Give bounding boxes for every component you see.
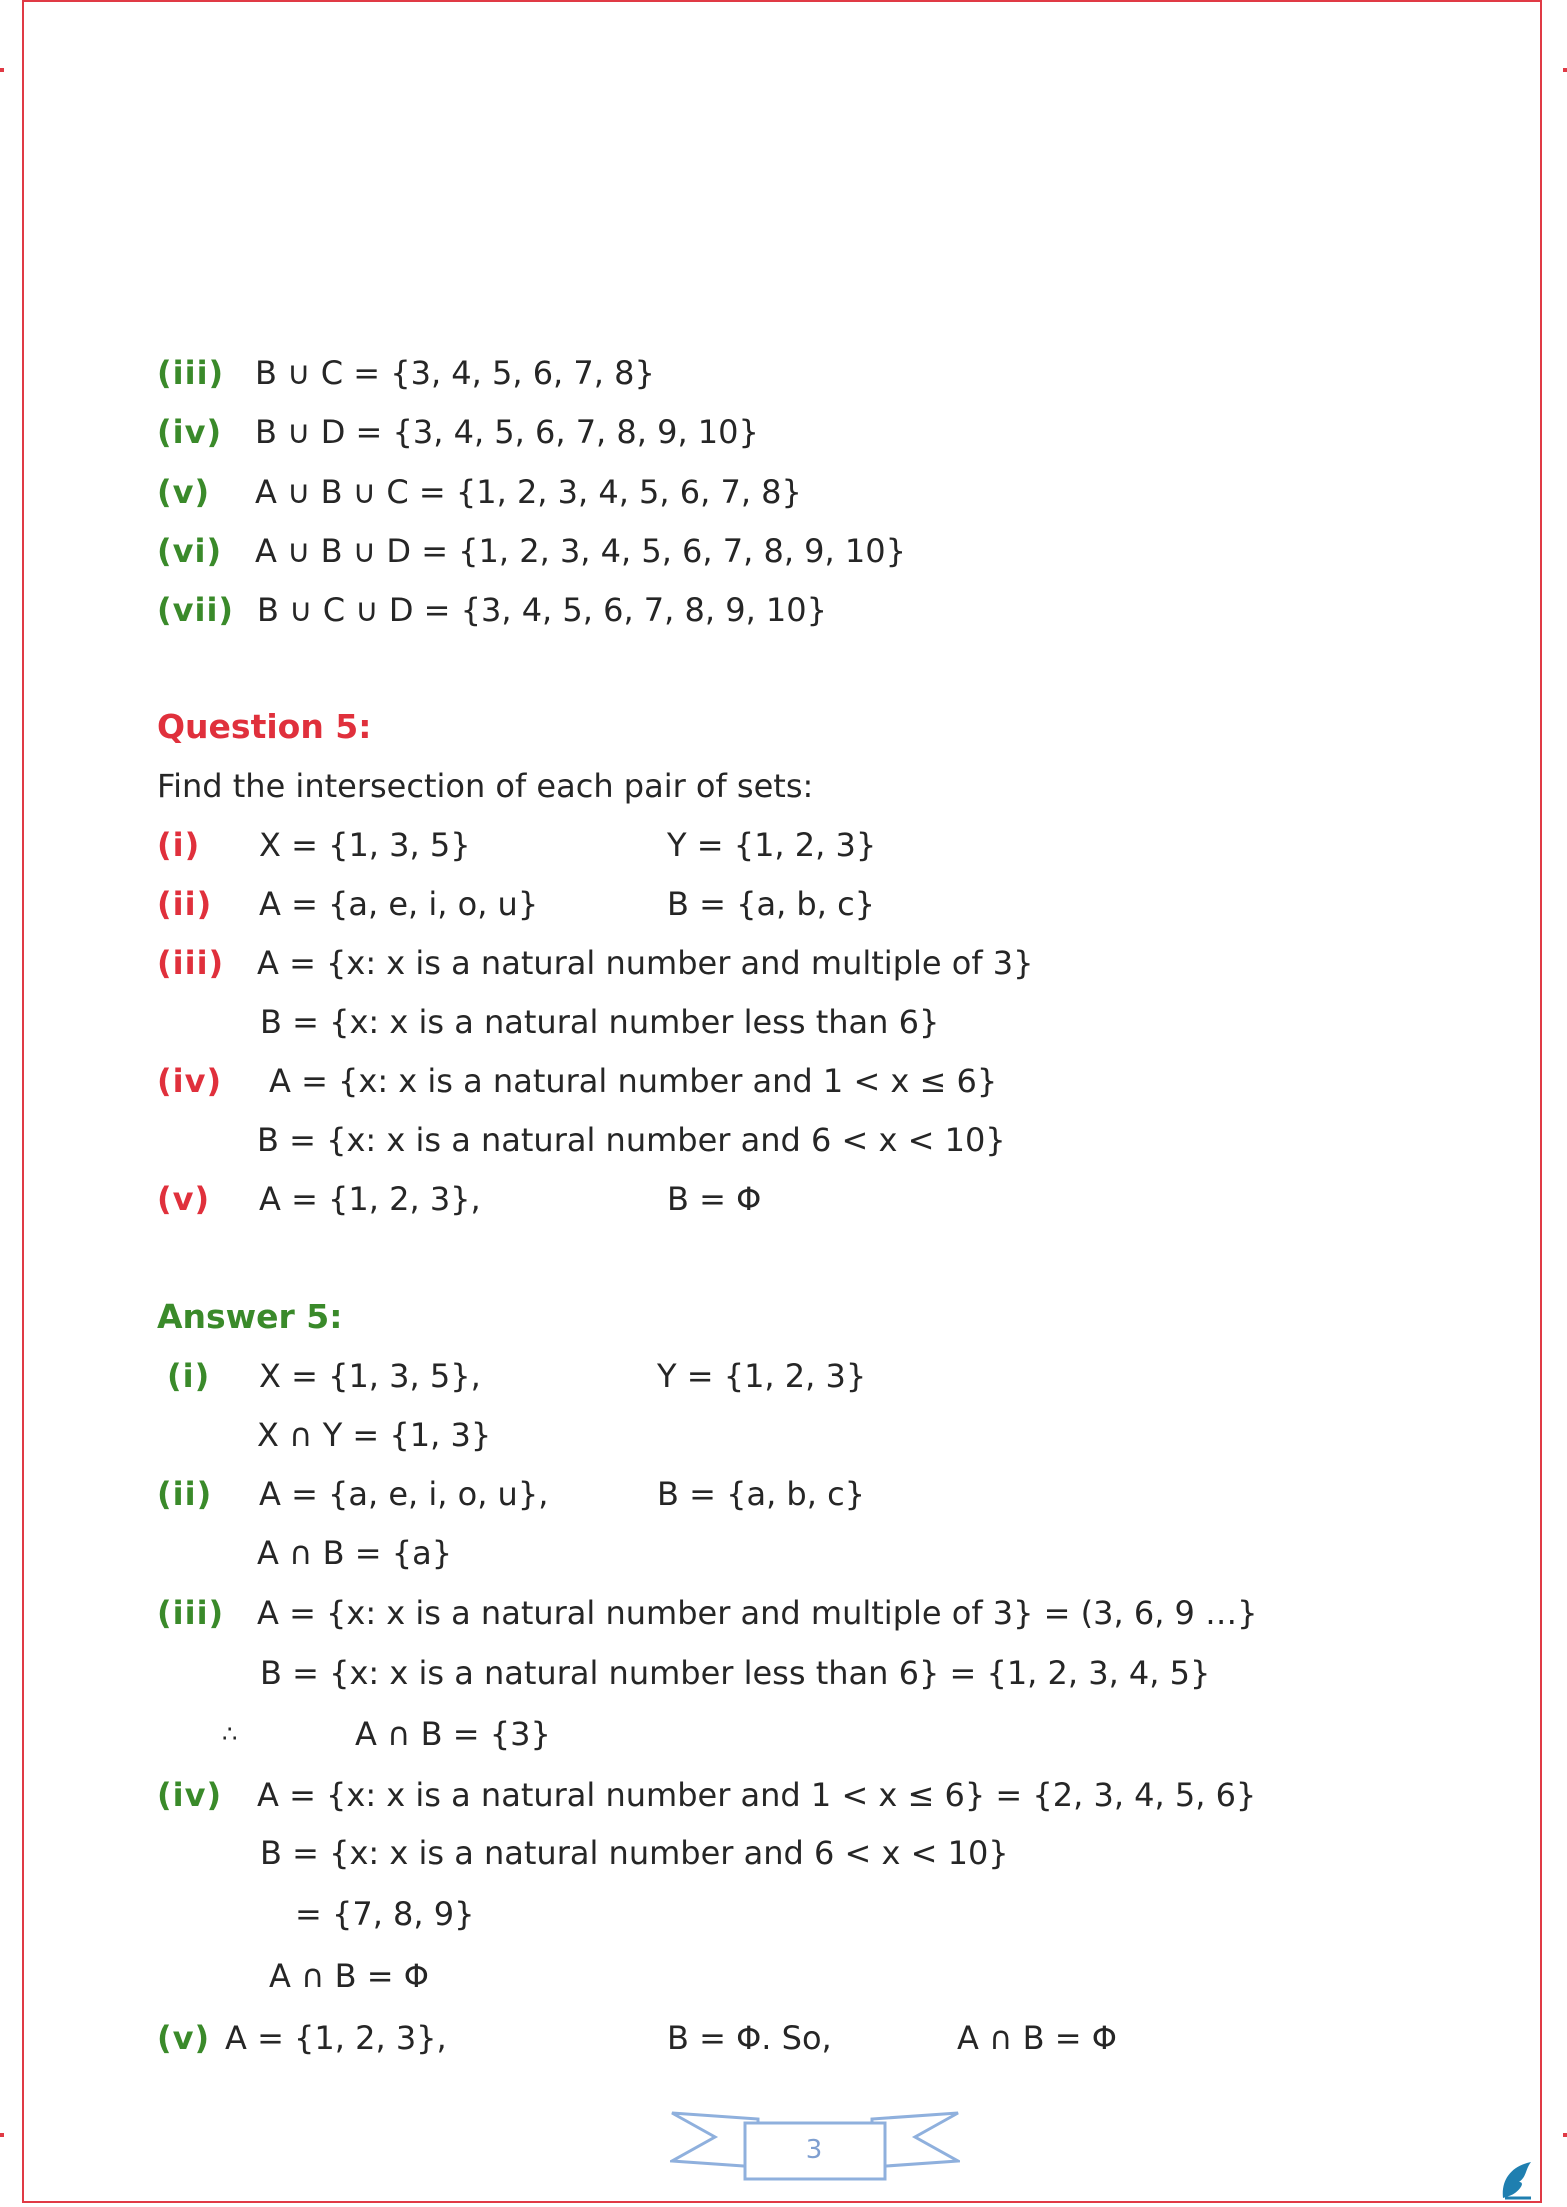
item-label: (iv) [157,1062,223,1100]
item-label: (ii) [157,1475,213,1513]
item-label: (vi) [157,532,223,570]
intersection-result: X ∩ Y = {1, 3} [257,1416,492,1454]
set-a: A = {1, 2, 3}, [225,2019,447,2057]
intersection-result: A ∩ B = {a} [257,1534,453,1572]
prompt-text: Find the intersection of each pair of sets: [157,767,814,805]
crop-mark [1563,2133,1567,2137]
set-a: A = {a, e, i, o, u}, [259,1475,549,1513]
question-5-heading: Question 5: [157,707,372,746]
set-b-value: = {7, 8, 9} [295,1895,475,1933]
crop-mark [0,68,4,72]
set-b: B = Φ [667,1180,762,1218]
intersection-result: A ∩ B = Φ [269,1957,429,1995]
set-b: B = {a, b, c} [657,1475,866,1513]
item-text: B ∪ C = {3, 4, 5, 6, 7, 8} [255,354,655,392]
set-a: A = {a, e, i, o, u} [259,885,539,923]
set-b: B = Φ. So, [667,2019,832,2057]
item-label: (i) [157,826,201,864]
intersection-result: A ∩ B = Φ [957,2019,1117,2057]
set-b: B = {x: x is a natural number less than 6} = {1, 2, 3, 4, 5} [260,1654,1211,1692]
set-a: A = {1, 2, 3}, [259,1180,481,1218]
item-text: B ∪ D = {3, 4, 5, 6, 7, 8, 9, 10} [255,413,759,451]
crop-mark [1563,68,1567,72]
item-label: (v) [157,2019,211,2057]
set-a: A = {x: x is a natural number and 1 < x ≤ 6} [269,1062,998,1100]
item-label: (i) [167,1357,211,1395]
item-label: (iii) [157,1594,225,1632]
intersection-result: A ∩ B = {3} [355,1715,551,1753]
item-label: (iii) [157,354,225,392]
set-y: Y = {1, 2, 3} [657,1357,867,1395]
item-label: (iv) [157,1776,223,1814]
item-label: (vii) [157,591,235,629]
answer-5-heading: Answer 5: [157,1297,343,1336]
set-x: X = {1, 3, 5} [259,826,471,864]
item-text: A ∪ B ∪ C = {1, 2, 3, 4, 5, 6, 7, 8} [255,473,802,511]
set-b: B = {x: x is a natural number and 6 < x < 10} [260,1834,1009,1872]
page-number: 3 [805,2135,823,2165]
item-label: (v) [157,1180,211,1218]
set-x: X = {1, 3, 5}, [259,1357,481,1395]
item-label: (v) [157,473,211,511]
page-number-badge [670,2105,960,2189]
set-b: B = {x: x is a natural number less than 6} [260,1003,940,1041]
set-b: B = {a, b, c} [667,885,876,923]
publisher-logo-icon [1497,2158,1537,2202]
set-a: A = {x: x is a natural number and multiple of 3} [257,944,1034,982]
therefore-symbol: ∴ [222,1720,238,1748]
crop-mark [0,2133,4,2137]
item-label: (iv) [157,413,223,451]
item-label: (iii) [157,944,225,982]
set-a: A = {x: x is a natural number and multiple of 3} = (3, 6, 9 …} [257,1594,1258,1632]
item-label: (ii) [157,885,213,923]
set-b: B = {x: x is a natural number and 6 < x < 10} [257,1121,1006,1159]
set-a: A = {x: x is a natural number and 1 < x ≤ 6} = {2, 3, 4, 5, 6} [257,1776,1257,1814]
item-text: A ∪ B ∪ D = {1, 2, 3, 4, 5, 6, 7, 8, 9, 10} [255,532,906,570]
item-text: B ∪ C ∪ D = {3, 4, 5, 6, 7, 8, 9, 10} [257,591,827,629]
set-y: Y = {1, 2, 3} [667,826,877,864]
